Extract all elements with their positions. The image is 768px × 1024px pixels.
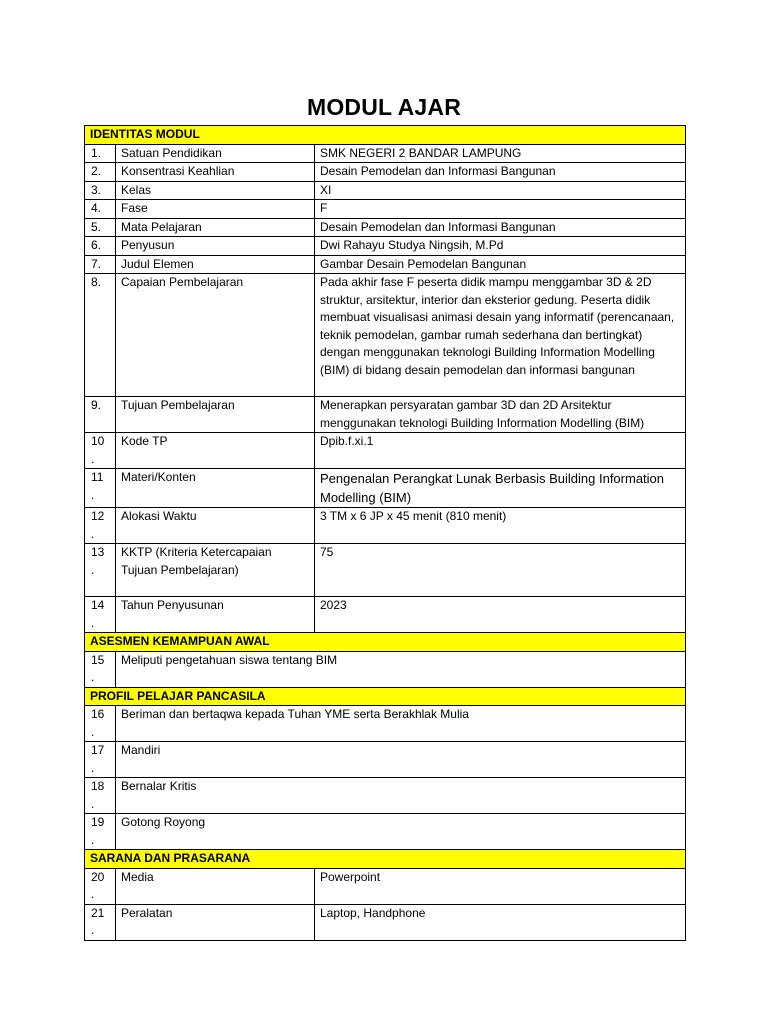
row-number: 1. bbox=[85, 144, 116, 163]
row-value: 75 bbox=[315, 544, 686, 597]
row-label: Konsentrasi Keahlian bbox=[116, 163, 315, 182]
row-label: Judul Elemen bbox=[116, 255, 315, 274]
section-header: IDENTITAS MODUL bbox=[85, 126, 686, 145]
row-number: 17 . bbox=[85, 742, 116, 778]
table-row bbox=[85, 778, 686, 814]
section-header: SARANA DAN PRASARANA bbox=[85, 850, 686, 869]
document-title: MODUL AJAR bbox=[306, 94, 462, 120]
row-label: Materi/Konten bbox=[116, 469, 315, 508]
row-number: 20 . bbox=[85, 868, 116, 904]
row-text: Bernalar Kritis bbox=[116, 778, 686, 814]
row-value: Laptop, Handphone bbox=[315, 904, 686, 940]
table-row bbox=[85, 597, 686, 633]
row-text: Beriman dan bertaqwa kepada Tuhan YME serta Berakhlak Mulia bbox=[116, 706, 686, 742]
row-value: Pengenalan Perangkat Lunak Berbasis Building Information Modelling (BIM) bbox=[315, 469, 686, 508]
section-sarana bbox=[85, 850, 686, 869]
table-row bbox=[85, 237, 686, 256]
row-label: Kelas bbox=[116, 181, 315, 200]
row-label: Kode TP bbox=[116, 433, 315, 469]
row-number: 5. bbox=[85, 218, 116, 237]
row-label: Penyusun bbox=[116, 237, 315, 256]
row-number: 10 . bbox=[85, 433, 116, 469]
table-row bbox=[85, 706, 686, 742]
row-label: Media bbox=[116, 868, 315, 904]
row-number: 16 . bbox=[85, 706, 116, 742]
table-row bbox=[85, 904, 686, 940]
row-number: 6. bbox=[85, 237, 116, 256]
row-number: 4. bbox=[85, 200, 116, 219]
row-label: Satuan Pendidikan bbox=[116, 144, 315, 163]
table-row bbox=[85, 397, 686, 433]
table-row bbox=[85, 274, 686, 397]
table-row bbox=[85, 255, 686, 274]
row-number: 2. bbox=[85, 163, 116, 182]
table-row bbox=[85, 742, 686, 778]
row-value: Desain Pemodelan dan Informasi Bangunan bbox=[315, 218, 686, 237]
row-number: 9. bbox=[85, 397, 116, 433]
row-value: 3 TM x 6 JP x 45 menit (810 menit) bbox=[315, 508, 686, 544]
row-number: 18 . bbox=[85, 778, 116, 814]
table-row bbox=[85, 651, 686, 687]
section-header: ASESMEN KEMAMPUAN AWAL bbox=[85, 633, 686, 652]
table-row bbox=[85, 218, 686, 237]
row-number: 8. bbox=[85, 274, 116, 397]
row-label: Tahun Penyusunan bbox=[116, 597, 315, 633]
table-row bbox=[85, 544, 686, 597]
row-label: Alokasi Waktu bbox=[116, 508, 315, 544]
row-label: Peralatan bbox=[116, 904, 315, 940]
table-row bbox=[85, 814, 686, 850]
section-header: PROFIL PELAJAR PANCASILA bbox=[85, 687, 686, 706]
row-value: Pada akhir fase F peserta didik mampu menggambar 3D & 2D struktur, arsitektur, interior dan eksterior gedung. Peserta didik membuat visualisasi animasi desain yang informatif (perencanaan, teknik pemodelan, gambar rumah sederhana dan bertingkat) dengan menggunakan teknologi Building Information Modelling (BIM) di bidang desain pemodelan dan informasi bangunan bbox=[315, 274, 686, 397]
row-number: 14 . bbox=[85, 597, 116, 633]
row-value: XI bbox=[315, 181, 686, 200]
row-text: Mandiri bbox=[116, 742, 686, 778]
row-value: Dpib.f.xi.1 bbox=[315, 433, 686, 469]
row-label: KKTP (Kriteria Ketercapaian Tujuan Pembelajaran) bbox=[116, 544, 315, 597]
row-label: Capaian Pembelajaran bbox=[116, 274, 315, 397]
section-asesmen bbox=[85, 633, 686, 652]
row-number: 12 . bbox=[85, 508, 116, 544]
table-row bbox=[85, 433, 686, 469]
table-row bbox=[85, 181, 686, 200]
row-number: 11 . bbox=[85, 469, 116, 508]
table-row bbox=[85, 868, 686, 904]
row-value: Dwi Rahayu Studya Ningsih, M.Pd bbox=[315, 237, 686, 256]
modul-table bbox=[84, 125, 686, 941]
row-value: F bbox=[315, 200, 686, 219]
row-number: 13 . bbox=[85, 544, 116, 597]
table-row bbox=[85, 163, 686, 182]
row-value: SMK NEGERI 2 BANDAR LAMPUNG bbox=[315, 144, 686, 163]
row-text: Meliputi pengetahuan siswa tentang BIM bbox=[116, 651, 686, 687]
row-number: 21 . bbox=[85, 904, 116, 940]
section-identitas bbox=[85, 126, 686, 145]
row-label: Mata Pelajaran bbox=[116, 218, 315, 237]
row-number: 19 . bbox=[85, 814, 116, 850]
row-label: Tujuan Pembelajaran bbox=[116, 397, 315, 433]
row-value: Menerapkan persyaratan gambar 3D dan 2D Arsitektur menggunakan teknologi Building Information Modelling (BIM) bbox=[315, 397, 686, 433]
table-row bbox=[85, 508, 686, 544]
row-number: 15 . bbox=[85, 651, 116, 687]
row-value: Powerpoint bbox=[315, 868, 686, 904]
row-number: 7. bbox=[85, 255, 116, 274]
table-row bbox=[85, 144, 686, 163]
row-value: Desain Pemodelan dan Informasi Bangunan bbox=[315, 163, 686, 182]
table-row bbox=[85, 200, 686, 219]
table-row bbox=[85, 469, 686, 508]
row-label: Fase bbox=[116, 200, 315, 219]
row-number: 3. bbox=[85, 181, 116, 200]
section-profil bbox=[85, 687, 686, 706]
row-text: Gotong Royong bbox=[116, 814, 686, 850]
row-value: Gambar Desain Pemodelan Bangunan bbox=[315, 255, 686, 274]
row-value: 2023 bbox=[315, 597, 686, 633]
